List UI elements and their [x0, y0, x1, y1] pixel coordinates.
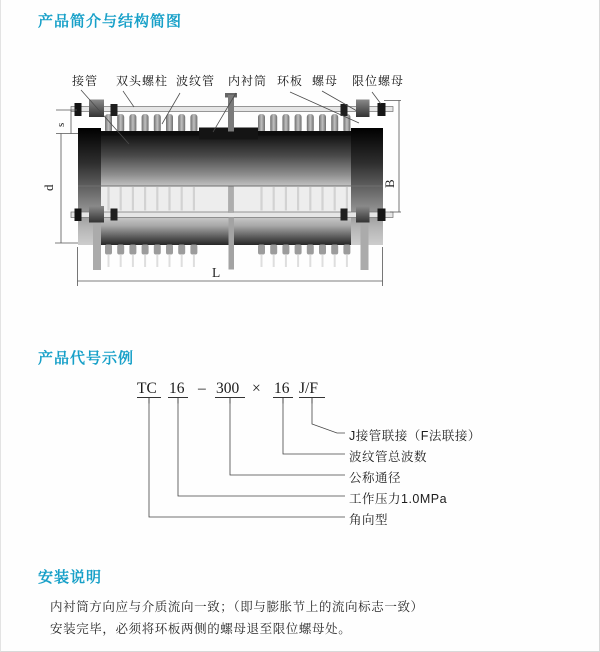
part-label-neichen: 内衬筒 [228, 74, 268, 88]
part-label-luozhu: 双头螺柱 [116, 74, 169, 88]
code-seg-tc: TC [137, 380, 157, 397]
part-label-luomu: 螺母 [312, 74, 339, 88]
code-seg-times: × [252, 380, 261, 397]
callout-angular-type: 角向型 [349, 513, 389, 527]
callout-diameter: 公称通径 [349, 471, 402, 485]
intro-section-title: 产品简介与结构简图 [38, 13, 183, 30]
code-seg-300: 300 [216, 380, 240, 397]
structure-diagram [1, 0, 600, 652]
part-label-bowenguan: 波纹管 [176, 74, 216, 88]
callout-pressure: 工作压力1.0MPa [349, 492, 448, 506]
dim-B: B [382, 179, 397, 188]
code-seg-dash: – [198, 380, 206, 397]
code-seg-jf: J/F [299, 380, 318, 397]
callout-leader-lines [149, 404, 345, 518]
callout-wave-count: 波纹管总波数 [349, 450, 428, 464]
install-note-line1: 内衬筒方向应与介质流向一致；（即与膨胀节上的流向标志一致） [50, 600, 424, 614]
part-label-jieguan: 接管 [72, 74, 99, 88]
code-section-title: 产品代号示例 [38, 350, 135, 367]
part-label-huanban: 环板 [277, 74, 304, 88]
dim-L: L [212, 265, 221, 280]
install-section-title: 安装说明 [38, 569, 103, 586]
dim-s: s [55, 122, 67, 127]
code-seg-16b: 16 [274, 380, 290, 397]
install-note-line2: 安装完毕，必须将环板两侧的螺母退至限位螺母处。 [50, 622, 352, 636]
code-underlines [137, 398, 325, 404]
code-seg-16a: 16 [169, 380, 185, 397]
part-label-xianwei: 限位螺母 [352, 74, 405, 88]
dim-d: d [41, 184, 56, 191]
bottom-bellows-fins [105, 245, 350, 268]
callout-connection: J接管联接（F法联接） [349, 429, 481, 443]
